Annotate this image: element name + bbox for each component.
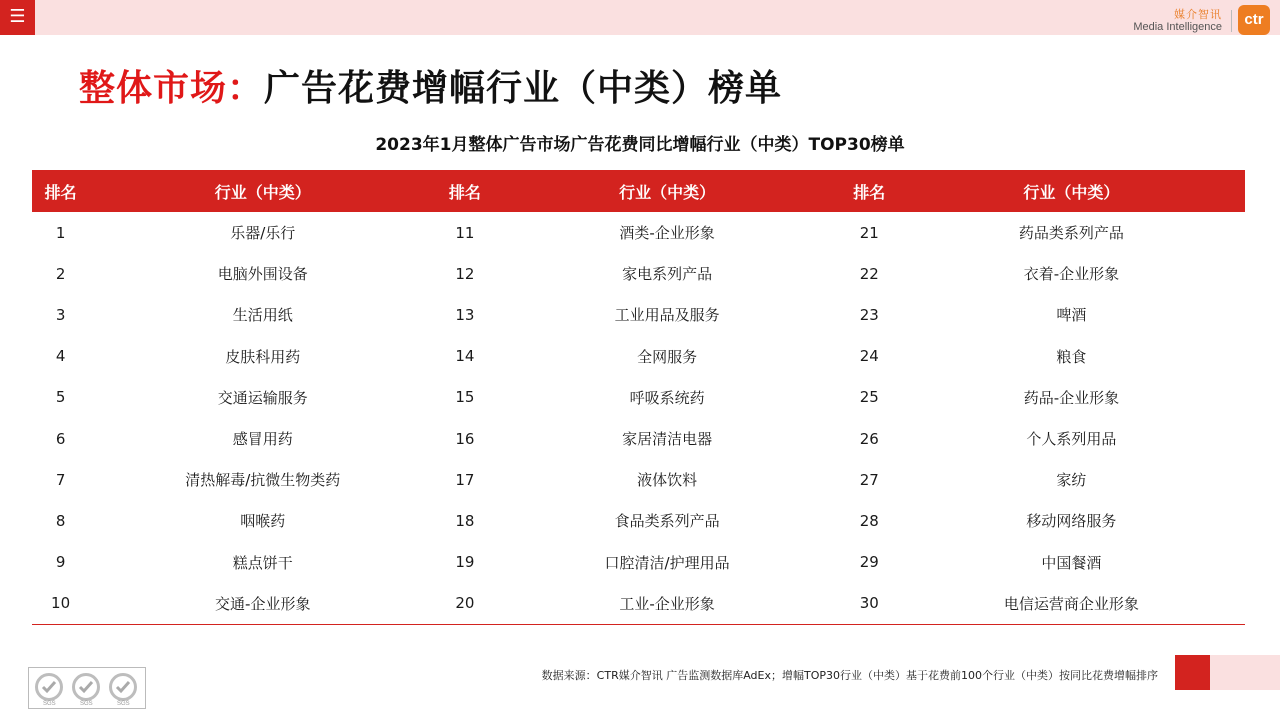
brand-name-en: Media Intelligence <box>1133 21 1222 33</box>
industry-cell: 移动网络服务 <box>1026 512 1117 531</box>
ctr-logo: ctr <box>1238 5 1270 35</box>
industry-cell: 糕点饼干 <box>232 553 293 572</box>
table-row <box>32 583 1245 625</box>
rank-cell: 26 <box>859 429 879 448</box>
sgs-label: SGS <box>43 701 56 707</box>
brand-name-cn: 媒介智讯 <box>1174 8 1222 21</box>
header-rank: 排名 <box>436 170 493 212</box>
rank-cell: 25 <box>859 388 879 407</box>
table-row <box>32 212 1245 253</box>
industry-cell: 药品-企业形象 <box>1023 388 1120 407</box>
industry-cell: 液体饮料 <box>637 471 698 490</box>
industry-cell: 个人系列用品 <box>1026 430 1117 449</box>
rank-cell: 28 <box>859 511 879 530</box>
brand-divider <box>1231 10 1232 32</box>
rank-cell: 21 <box>859 223 879 242</box>
industry-cell: 家居清洁电器 <box>622 430 713 449</box>
rank-cell: 3 <box>55 305 66 324</box>
rank-cell: 8 <box>55 511 66 530</box>
rank-cell: 22 <box>859 264 879 283</box>
industry-cell: 啤酒 <box>1056 306 1087 325</box>
industry-cell: 电脑外围设备 <box>217 265 308 284</box>
table-row <box>32 418 1245 459</box>
rank-cell: 17 <box>455 470 475 489</box>
header-industry: 行业（中类） <box>494 170 841 212</box>
industry-cell: 口腔清洁/护理用品 <box>604 553 730 572</box>
industry-cell: 工业-企业形象 <box>494 583 841 625</box>
header-industry: 行业（中类） <box>89 170 436 212</box>
rank-cell: 7 <box>55 470 66 489</box>
industry-cell: 呼吸系统药 <box>629 388 705 407</box>
certification-badges <box>28 667 146 709</box>
industry-cell: 乐器/乐行 <box>230 224 296 243</box>
table-row <box>32 294 1245 335</box>
rank-cell: 6 <box>55 429 66 448</box>
table-row <box>32 542 1245 583</box>
industry-cell: 全网服务 <box>637 347 698 366</box>
rank-cell: 16 <box>455 429 475 448</box>
sgs-label: SGS <box>117 701 130 707</box>
rank-cell: 11 <box>455 223 475 242</box>
industry-cell: 酒类-企业形象 <box>619 224 715 243</box>
industry-cell: 家电系列产品 <box>622 265 713 284</box>
header-rank: 排名 <box>841 170 898 212</box>
rank-cell: 2 <box>55 264 66 283</box>
header-rank: 排名 <box>32 170 89 212</box>
table-header-row <box>32 170 1245 212</box>
table-row <box>32 459 1245 500</box>
industry-cell: 家纺 <box>1056 471 1087 490</box>
industry-cell: 交通运输服务 <box>217 388 308 407</box>
rank-cell: 14 <box>455 347 475 366</box>
sgs-check-icon <box>109 673 137 701</box>
rank-cell: 29 <box>859 553 879 572</box>
industry-cell: 药品类系列产品 <box>1018 224 1124 243</box>
industry-cell: 食品类系列产品 <box>614 512 720 531</box>
industry-cell: 交通-企业形象 <box>89 583 436 625</box>
rank-cell: 27 <box>859 470 879 489</box>
rank-cell: 13 <box>455 305 475 324</box>
data-source-note: 数据来源：CTR媒介智讯 广告监测数据库AdEx；增幅TOP30行业（中类）基于花费前100个行业（中类）按同比花费增幅排序 <box>541 669 1158 682</box>
ranking-table <box>32 170 1245 625</box>
rank-cell: 12 <box>455 264 475 283</box>
header-industry: 行业（中类） <box>898 170 1245 212</box>
table-title: 2023年1月整体广告市场广告花费同比增幅行业（中类）TOP30榜单 <box>375 135 905 155</box>
rank-cell: 30 <box>841 583 898 625</box>
table-row <box>32 336 1245 377</box>
table-row <box>32 377 1245 418</box>
rank-cell: 24 <box>859 347 879 366</box>
industry-cell: 皮肤科用药 <box>225 347 301 366</box>
industry-cell: 感冒用药 <box>232 430 293 449</box>
brand-text <box>1133 9 1222 34</box>
rank-cell: 20 <box>436 583 493 625</box>
rank-cell: 10 <box>32 583 89 625</box>
sgs-label: SGS <box>80 701 93 707</box>
rank-cell: 4 <box>55 347 66 366</box>
rank-cell: 9 <box>55 553 66 572</box>
footer-decoration-red <box>1175 655 1210 690</box>
table-row <box>32 500 1245 541</box>
industry-cell: 粮食 <box>1056 347 1087 366</box>
industry-cell: 工业用品及服务 <box>614 306 720 325</box>
page-title <box>79 60 782 111</box>
page-title-highlight: 整体市场： <box>79 68 265 109</box>
rank-cell: 1 <box>55 223 66 242</box>
top-bar <box>0 0 1280 35</box>
rank-cell: 19 <box>455 553 475 572</box>
industry-cell: 中国餐酒 <box>1041 553 1102 572</box>
industry-cell: 咽喉药 <box>240 512 286 531</box>
rank-cell: 23 <box>859 305 879 324</box>
page-title-main: 广告花费增幅行业（中类）榜单 <box>264 68 783 109</box>
hamburger-menu-icon[interactable]: ☰ <box>0 0 35 35</box>
rank-cell: 15 <box>455 388 475 407</box>
rank-cell: 18 <box>455 511 475 530</box>
industry-cell: 生活用纸 <box>232 306 293 325</box>
sgs-check-icon <box>72 673 100 701</box>
table-row <box>32 253 1245 294</box>
industry-cell: 电信运营商企业形象 <box>898 583 1245 625</box>
industry-cell: 清热解毒/抗微生物类药 <box>185 471 341 490</box>
industry-cell: 衣着-企业形象 <box>1023 265 1120 284</box>
footer-decoration-pink <box>1210 655 1280 690</box>
sgs-check-icon <box>35 673 63 701</box>
rank-cell: 5 <box>55 388 66 407</box>
